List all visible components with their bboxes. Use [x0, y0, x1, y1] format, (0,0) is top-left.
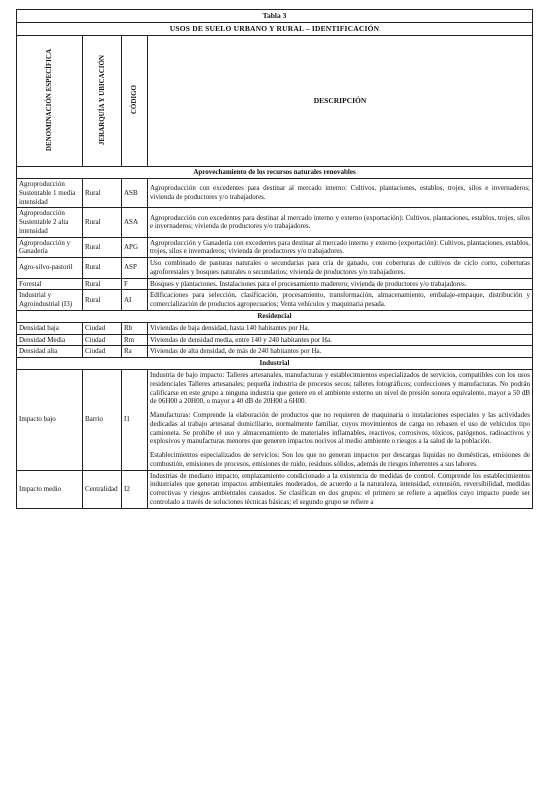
section-aprovechamiento: Aprovechamiento de los recursos naturales renovables — [17, 167, 533, 179]
table-row — [17, 278, 533, 290]
cell-code: Ra — [122, 346, 148, 358]
cell-code: APG — [122, 237, 148, 258]
cell-level: Barrio — [83, 370, 122, 471]
cell-level: Rural — [83, 208, 122, 237]
cell-name: Densidad alta — [17, 346, 83, 358]
cell-level: Centralidad — [83, 470, 122, 508]
cell-name: Impacto bajo — [17, 370, 83, 471]
cell-desc: Agroproducción con excedentes para destinar al mercado interno y externo (exportación): Cultivos, plantaciones, establos, trojes, silos e invernaderos; vivienda de productores y/o trabajadores. — [148, 208, 533, 237]
header-row — [17, 36, 533, 167]
cell-level: Rural — [83, 258, 122, 279]
table-row — [17, 290, 533, 311]
cell-code: ASA — [122, 208, 148, 237]
cell-level: Rural — [83, 278, 122, 290]
header-jerarquia — [83, 36, 122, 167]
cell-desc: Viviendas de alta densidad, de más de 240 habitantes por Ha. — [148, 346, 533, 358]
cell-code: Rm — [122, 334, 148, 346]
cell-level: Ciudad — [83, 334, 122, 346]
header-descripcion: DESCRIPCIÓN — [148, 36, 533, 167]
table-row — [17, 334, 533, 346]
header-denominacion — [17, 36, 83, 167]
cell-code: ASB — [122, 179, 148, 208]
table-row — [17, 208, 533, 237]
cell-level: Rural — [83, 179, 122, 208]
table-row — [17, 322, 533, 334]
cell-desc: Agroproducción y Ganadería con excedentes para destinar al mercado interno y externo (exportación): Cultivos, plantaciones, establos, trojes, silos e invernaderos; vivienda de productores y/o trabajadores. — [148, 237, 533, 258]
cell-name: Agro-silvo-pastoril — [17, 258, 83, 279]
cell-code: I2 — [122, 470, 148, 508]
cell-desc: Bosques y plantaciones. Instalaciones para el procesamiento maderero; vivienda de productores y/o trabajadores. — [148, 278, 533, 290]
desc-paragraph: Industria de bajo impacto: Talleres artesanales, manufacturas y establecimientos especializados de servicios, compatibles con los usos residenciales Talleres artesanales; pequeña industria de procesos secos; talleres fotográficos; confecciones y manufacturas. No podrán calificarse en este grupo a ninguna industria que genere en el ambiente externo un nivel de presión sonora equivalente, mayor a 50 dB de 06H00 a 20H00, o mayor a 40 dB de 20H00 a 6H00. — [150, 371, 530, 406]
cell-code: F — [122, 278, 148, 290]
table-row — [17, 370, 533, 471]
cell-level: Rural — [83, 290, 122, 311]
cell-name: Impacto medio — [17, 470, 83, 508]
cell-desc — [148, 370, 533, 471]
section-industrial: Industrial — [17, 358, 533, 370]
cell-name: Densidad Media — [17, 334, 83, 346]
table-title: USOS DE SUELO URBANO Y RURAL – IDENTIFICACIÓN — [17, 23, 533, 36]
cell-level: Rural — [83, 237, 122, 258]
cell-level: Ciudad — [83, 322, 122, 334]
cell-desc: Viviendas de densidad media, entre 140 y 240 habitantes por Ha. — [148, 334, 533, 346]
cell-code: AI — [122, 290, 148, 311]
desc-paragraph: Industrias de mediano impacto, emplazamiento condicionado a la existencia de medidas de control. Comprende los establecimientos industriales que generan impactos ambientales moderados, de acuerdo a la naturaleza, intensidad, extensión, reversibilidad, medidas correctivas y riesgos ambientales causados. Se clasifican en dos grupos: el primero se refiere a aquellos cuyo impacto puede ser controlado a través de soluciones técnicas básicas; el segundo grupo se refiere a — [150, 471, 530, 506]
header-denominacion-label: DENOMINACIÓN ESPECÍFICA — [45, 48, 54, 151]
cell-name: Industrial y Agroindustrial (I3) — [17, 290, 83, 311]
cell-level: Ciudad — [83, 346, 122, 358]
cell-desc: Uso combinado de pasturas naturales o secundarias para cría de ganado, con coberturas de cultivos de ciclo corto, coberturas agroforestales y bosques naturales o secundarios; vivienda de productores y/o trabajadores. — [148, 258, 533, 279]
header-codigo — [122, 36, 148, 167]
table-row — [17, 346, 533, 358]
table-row — [17, 237, 533, 258]
table-row — [17, 258, 533, 279]
cell-desc: Agroproducción con excedentes para destinar al mercado interno: Cultivos, plantaciones, establos, trojes, silos e invernaderos; vivienda de productores y/o trabajadores. — [148, 179, 533, 208]
cell-name: Forestal — [17, 278, 83, 290]
section-residencial: Residencial — [17, 310, 533, 322]
land-use-table — [16, 9, 533, 509]
cell-code: I1 — [122, 370, 148, 471]
cell-name: Agroproducción Sustentable 2 alta intensidad — [17, 208, 83, 237]
header-jerarquia-label: JERARQUÍA Y UBICACIÓN — [97, 54, 106, 145]
table-row — [17, 179, 533, 208]
cell-name: Agroproducción y Ganadería — [17, 237, 83, 258]
cell-code: Rb — [122, 322, 148, 334]
desc-paragraph: Manufacturas: Comprende la elaboración de productos que no requieren de maquinaria o instalaciones especiales y las actividades dedicadas al trabajo artesanal domiciliario, normalmente familiar, cuyos movimientos de carga no rebasen el uso de vehículos tipo camioneta. Se prohíbe el uso y almacenamiento de materiales inflamables, reactivos, corrosivos, tóxicos, patógenos, radioactivos y explosivos y manufacturas menores que generen impactos nocivos al medio ambiente o riesgos a la salud de la población. — [150, 411, 530, 446]
table-label: Tabla 3 — [17, 10, 533, 23]
table-row — [17, 470, 533, 508]
cell-code: ASP — [122, 258, 148, 279]
cell-desc — [148, 470, 533, 508]
cell-desc: Viviendas de baja densidad, hasta 140 habitantes por Ha. — [148, 322, 533, 334]
cell-desc: Edificaciones para selección, clasificación, procesamiento, transformación, almacenamiento, embalaje-empaque, distribución y comercialización de productos agropecuarios; Venta vehículos y maquinaria pesada. — [148, 290, 533, 311]
desc-paragraph: Establecimientos especializados de servicios: Son los que no generan impactos por descargas líquidas no domésticas, emisiones de combustión, emisiones de procesos, emisiones de ruido, residuos sólidos, además de riesgos inherentes a sus labores. — [150, 451, 530, 468]
cell-name: Densidad baja — [17, 322, 83, 334]
header-codigo-label: CÓDIGO — [130, 85, 139, 115]
cell-name: Agroproducción Sustentable 1 media intensidad — [17, 179, 83, 208]
